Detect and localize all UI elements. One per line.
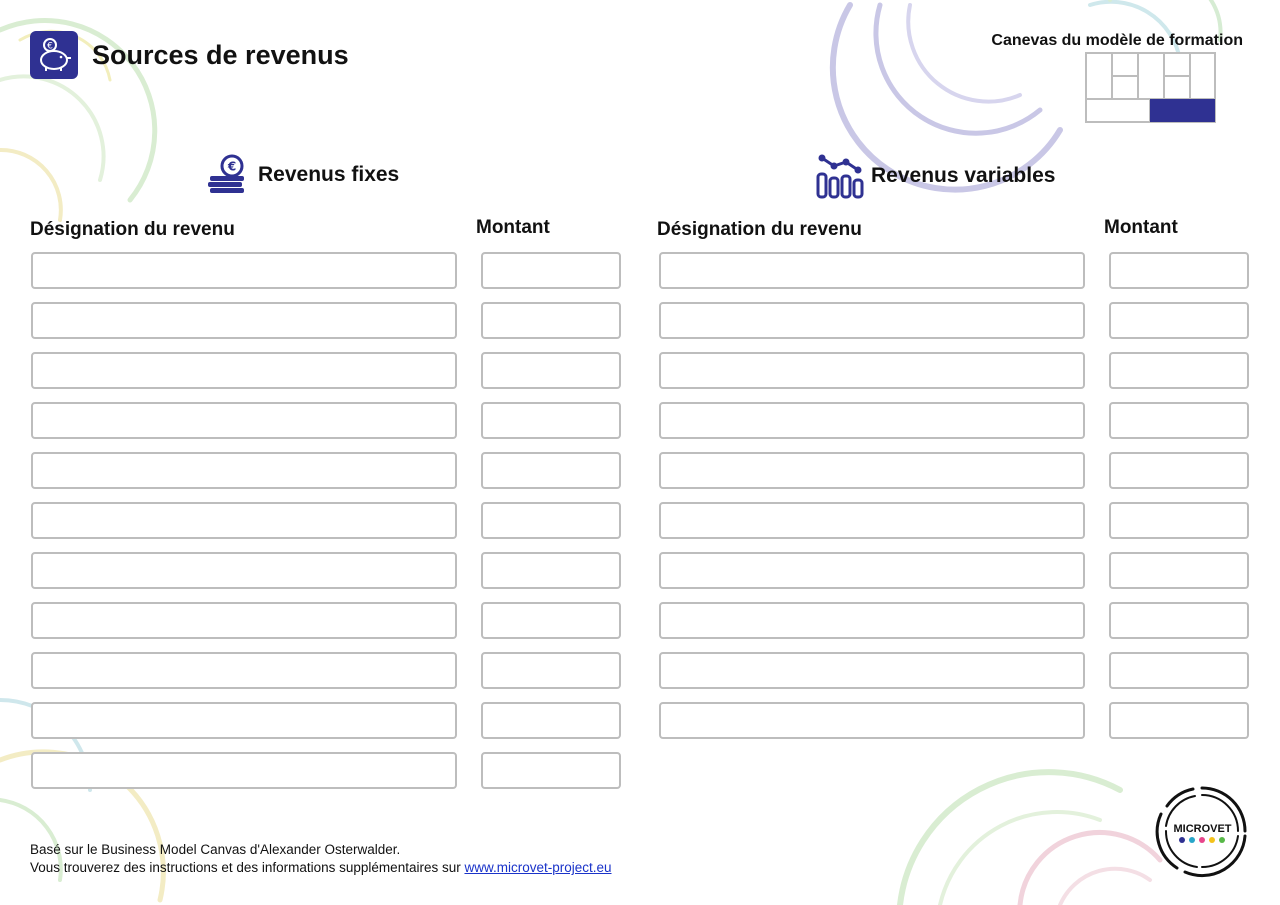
chart-people-icon xyxy=(815,152,865,200)
column-header-designation-fixed: Désignation du revenu xyxy=(30,219,235,240)
fixed-revenue-designation-field[interactable] xyxy=(31,402,457,439)
fixed-revenue-designation-field[interactable] xyxy=(31,602,457,639)
microvet-logo xyxy=(1155,784,1250,879)
variable-revenue-amount-field[interactable] xyxy=(1109,502,1249,539)
variable-revenue-designation-field[interactable] xyxy=(659,702,1085,739)
page-title: Sources de revenus xyxy=(92,39,349,70)
variable-revenue-amount-field[interactable] xyxy=(1109,552,1249,589)
section-header-fixed xyxy=(206,152,399,198)
column-header-amount-variable: Montant xyxy=(1104,217,1178,238)
variable-revenue-designation-field[interactable] xyxy=(659,402,1085,439)
footer-info-text: Vous trouverez des instructions et des informations supplémentaires sur xyxy=(30,860,465,875)
variable-revenue-designation-field[interactable] xyxy=(659,552,1085,589)
fixed-revenue-designation-field[interactable] xyxy=(31,352,457,389)
fixed-revenue-amount-field[interactable] xyxy=(481,352,621,389)
fixed-revenue-designation-field[interactable] xyxy=(31,502,457,539)
fixed-revenue-designation-field[interactable] xyxy=(31,702,457,739)
fixed-revenue-designation-field[interactable] xyxy=(31,752,457,789)
canvas-label: Canevas du modèle de formation xyxy=(991,32,1243,49)
fixed-revenue-amount-field[interactable] xyxy=(481,752,621,789)
variable-revenue-amount-field[interactable] xyxy=(1109,402,1249,439)
section-header-variable xyxy=(815,152,1055,200)
variable-revenue-amount-field[interactable] xyxy=(1109,252,1249,289)
footer xyxy=(30,841,612,877)
variable-revenue-designation-field[interactable] xyxy=(659,352,1085,389)
variable-revenue-amount-field[interactable] xyxy=(1109,352,1249,389)
column-header-designation-variable: Désignation du revenu xyxy=(657,219,862,240)
page-header xyxy=(30,30,349,80)
fixed-revenue-designation-field[interactable] xyxy=(31,652,457,689)
section-title-fixed: Revenus fixes xyxy=(258,163,400,186)
footer-credit: Basé sur le Business Model Canvas d'Alexander Osterwalder. xyxy=(30,842,401,857)
variable-revenue-amount-field[interactable] xyxy=(1109,452,1249,489)
microvet-link[interactable]: www.microvet-project.eu xyxy=(464,860,612,875)
svg-text:€: € xyxy=(227,159,237,174)
variable-revenue-amount-field[interactable] xyxy=(1109,302,1249,339)
variable-revenue-designation-field[interactable] xyxy=(659,452,1085,489)
fixed-revenue-amount-field[interactable] xyxy=(481,552,621,589)
variable-revenue-amount-field[interactable] xyxy=(1109,652,1249,689)
fixed-revenue-designation-field[interactable] xyxy=(31,252,457,289)
piggy-bank-icon xyxy=(30,31,78,79)
coins-icon xyxy=(206,152,252,198)
fixed-revenue-amount-field[interactable] xyxy=(481,502,621,539)
column-header-amount-fixed: Montant xyxy=(476,217,550,238)
fixed-revenue-amount-field[interactable] xyxy=(481,402,621,439)
fixed-revenue-amount-field[interactable] xyxy=(481,302,621,339)
fixed-revenue-designation-field[interactable] xyxy=(31,302,457,339)
variable-revenue-amount-field[interactable] xyxy=(1109,602,1249,639)
fixed-revenue-amount-field[interactable] xyxy=(481,652,621,689)
variable-revenue-designation-field[interactable] xyxy=(659,652,1085,689)
fixed-revenue-amount-field[interactable] xyxy=(481,252,621,289)
variable-revenue-amount-field[interactable] xyxy=(1109,702,1249,739)
variable-revenue-designation-field[interactable] xyxy=(659,252,1085,289)
fixed-revenue-amount-field[interactable] xyxy=(481,452,621,489)
fixed-revenue-amount-field[interactable] xyxy=(481,602,621,639)
logo-text: MICROVET xyxy=(1173,823,1232,835)
svg-text:€: € xyxy=(47,41,53,52)
footer-info xyxy=(30,859,612,877)
fixed-revenue-designation-field[interactable] xyxy=(31,452,457,489)
variable-revenue-designation-field[interactable] xyxy=(659,502,1085,539)
fixed-revenue-designation-field[interactable] xyxy=(31,552,457,589)
variable-revenue-designation-field[interactable] xyxy=(659,602,1085,639)
variable-revenue-designation-field[interactable] xyxy=(659,302,1085,339)
section-title-variable: Revenus variables xyxy=(871,164,1056,187)
fixed-revenue-amount-field[interactable] xyxy=(481,702,621,739)
mini-canvas-diagram xyxy=(1085,52,1216,123)
